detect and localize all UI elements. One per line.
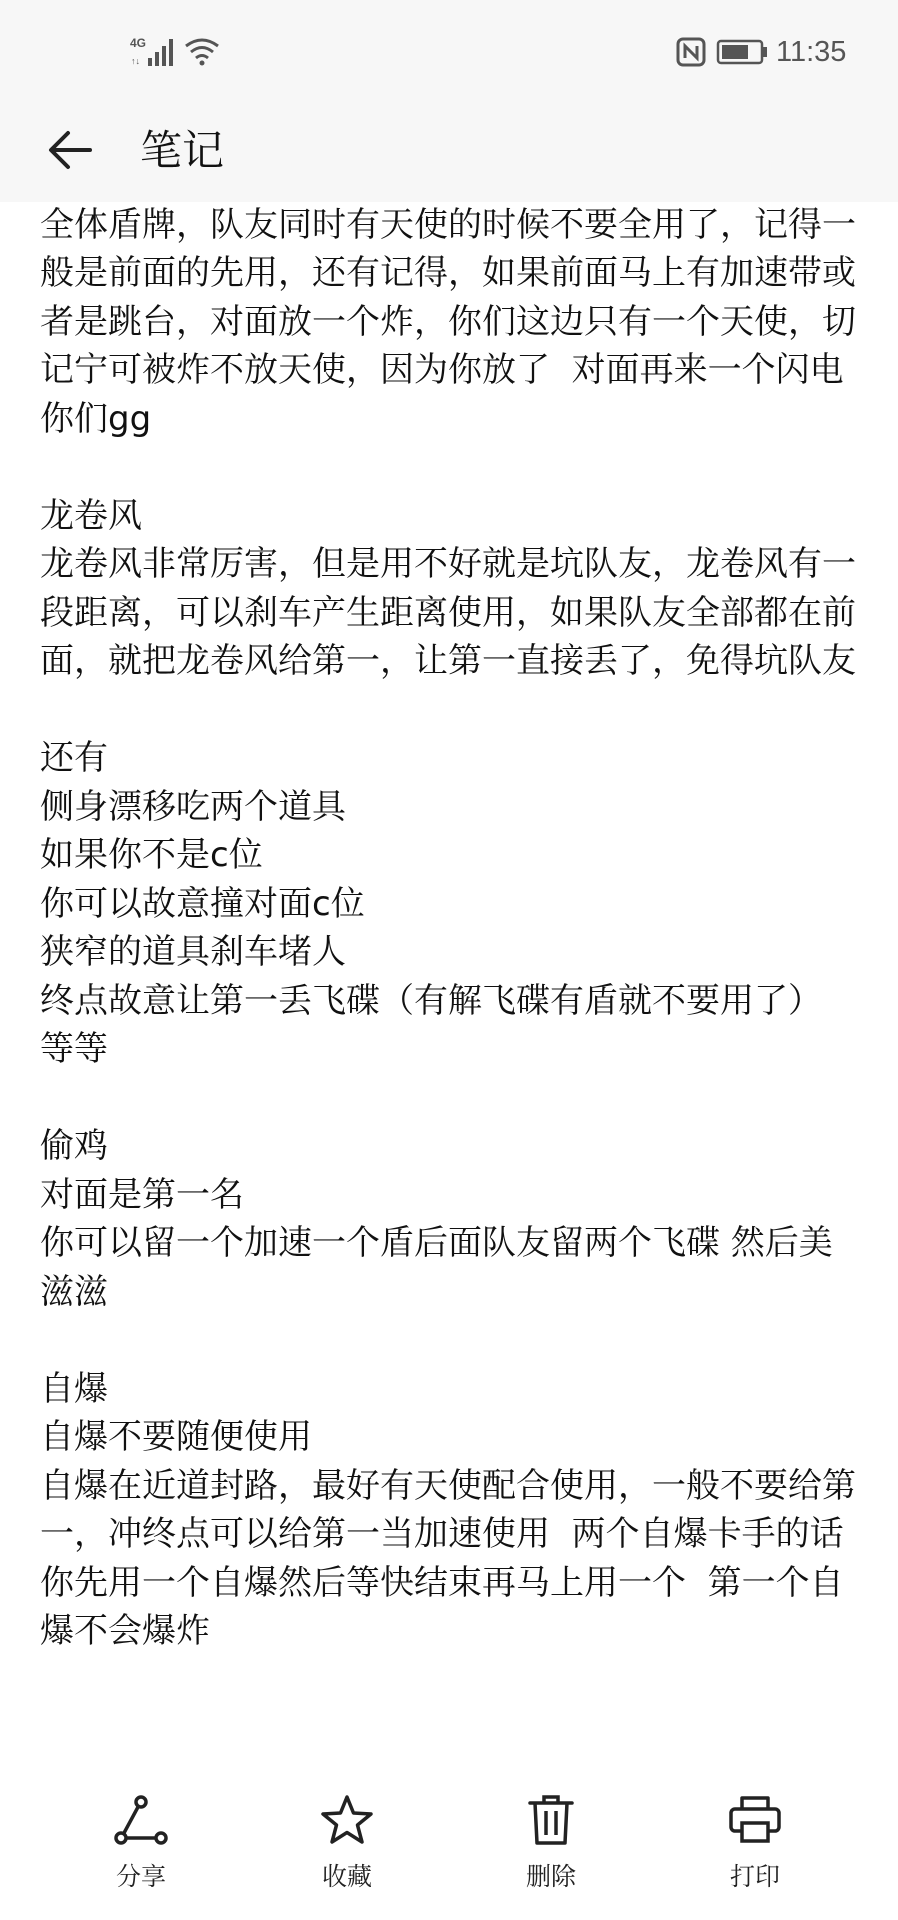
print-label: 打印 bbox=[729, 1862, 780, 1891]
battery-icon bbox=[716, 38, 770, 66]
page-title: 笔记 bbox=[140, 126, 225, 175]
app-header bbox=[0, 100, 898, 202]
print-button[interactable] bbox=[690, 1792, 820, 1910]
arrow-left-icon bbox=[46, 128, 94, 172]
trash-icon bbox=[527, 1793, 575, 1847]
delete-button[interactable] bbox=[486, 1792, 616, 1910]
delete-label: 删除 bbox=[525, 1862, 576, 1891]
favorite-label: 收藏 bbox=[321, 1862, 372, 1891]
share-button[interactable] bbox=[76, 1792, 206, 1910]
printer-icon bbox=[728, 1795, 782, 1845]
share-icon bbox=[113, 1794, 169, 1846]
bottom-toolbar bbox=[0, 1780, 898, 1920]
status-time: 11:35 bbox=[776, 36, 847, 68]
svg-text:4G: 4G bbox=[130, 36, 147, 50]
status-bar bbox=[0, 0, 898, 100]
favorite-button[interactable] bbox=[282, 1792, 412, 1910]
share-label: 分享 bbox=[115, 1862, 166, 1891]
note-content[interactable] bbox=[0, 202, 898, 1780]
nfc-icon bbox=[676, 37, 706, 67]
cellular-signal-icon bbox=[130, 34, 178, 68]
note-body-text[interactable]: 全体盾牌，队友同时有天使的时候不要全用了，记得一般是前面的先用，还有记得，如果前面马上有加速带或者是跳台，对面放一个炸，你们这边只有一个天使，切记宁可被炸不放天使，因为你放了 对面再来一个闪电 你们gg 龙卷风 龙卷风非常厉害，但是用不好就是坑队友，龙卷风有一段距离，可以刹车产生距离使用，如果队友全部都在前面，就把龙卷风给第一，让第一直接丢了，免得坑队友 还有 侧身漂移吃两个道具 如果你不是c位 你可以故意撞对面c位 狭窄的道具刹车堵人 终点故意让第一丢飞碟（有解飞碟有盾就不要用了） 等等 偷鸡 对面是第一名 你可以留一个加速一个盾后面队友留两个飞碟 然后美滋滋 自爆 自爆不要随便使用 自爆在近道封路，最好有天使配合使用，一般不要给第一，冲终点可以给第一当加速使用 两个自爆卡手的话 你先用一个自爆然后等快结束再马上用一个 第一个自爆不会爆炸 bbox=[40, 204, 856, 1651]
star-icon bbox=[320, 1794, 374, 1846]
wifi-icon bbox=[184, 36, 220, 68]
back-button[interactable] bbox=[38, 118, 102, 182]
svg-text:↑↓: ↑↓ bbox=[131, 56, 140, 66]
